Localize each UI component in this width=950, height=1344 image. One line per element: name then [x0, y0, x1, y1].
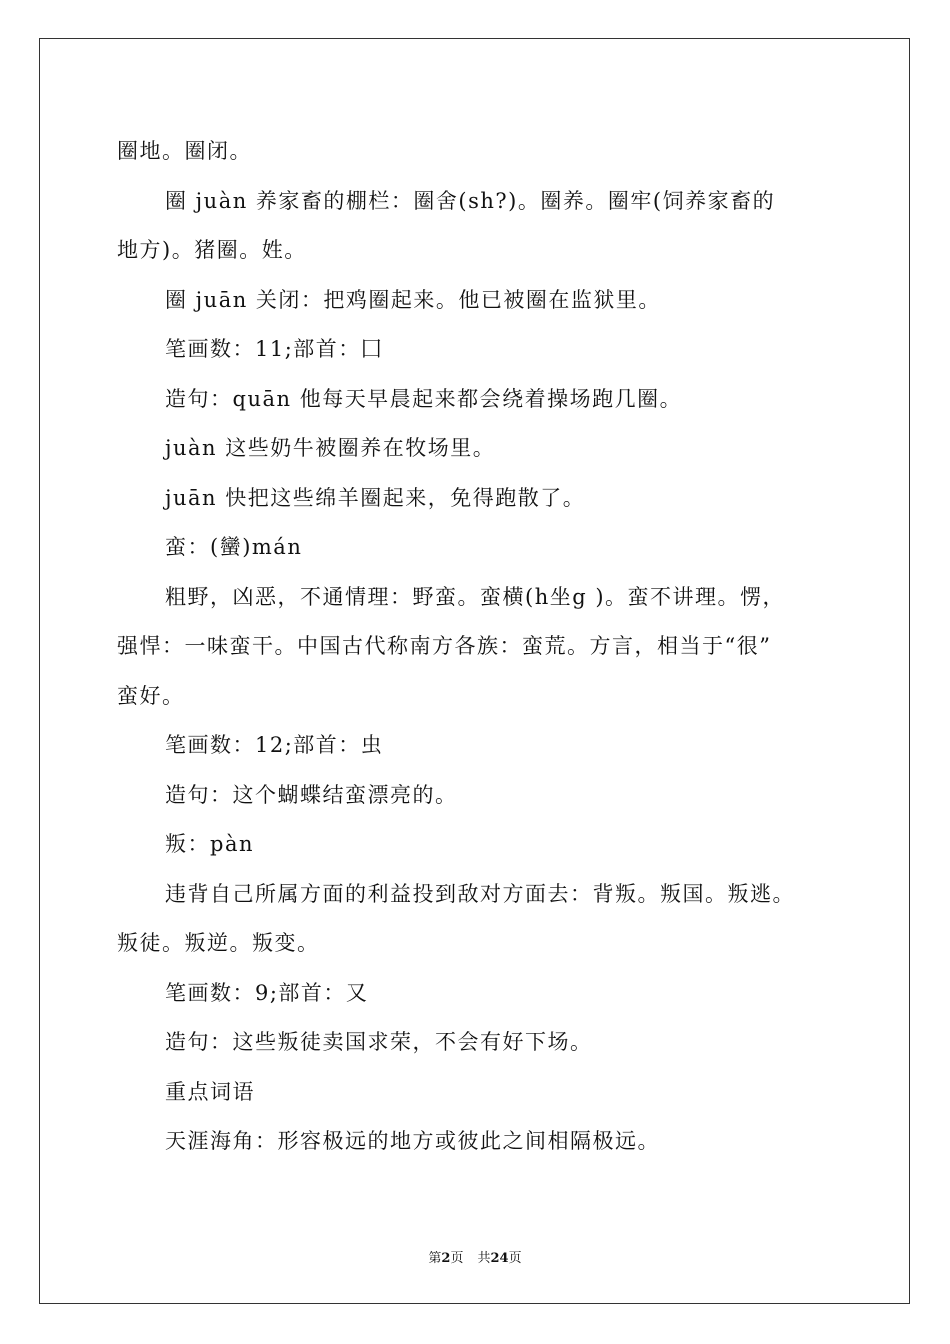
- text-line: juàn 这些奶牛被圈养在牧场里。: [165, 436, 496, 460]
- total-pages: 24: [490, 1251, 509, 1266]
- text-line: 圈 juān 关闭：把鸡圈起来。他已被圈在监狱里。: [165, 287, 661, 312]
- document-body: [117, 127, 837, 1167]
- text-line: 造句：这个蝴蝶结蛮漂亮的。: [165, 782, 458, 807]
- total-prefix: 共: [477, 1251, 491, 1266]
- text-line: 蛮好。: [117, 683, 185, 708]
- page-suffix: 页: [450, 1251, 464, 1266]
- text-line: 蛮：(蠻)mán: [165, 535, 303, 559]
- text-line: juān 快把这些绵羊圈起来，免得跑散了。: [165, 485, 586, 510]
- text-line: 造句：这些叛徒卖国求荣，不会有好下场。: [165, 1030, 593, 1054]
- text-line: 地方)。猪圈。姓。: [117, 238, 307, 262]
- text-line: 强悍：一味蛮干。中国古代称南方各族：蛮荒。方言，相当于“很”: [117, 634, 772, 658]
- total-suffix: 页: [508, 1251, 522, 1266]
- text-line: 违背自己所属方面的利益投到敌对方面去：背叛。叛国。叛逃。: [165, 881, 795, 906]
- text-line: 粗野，凶恶，不通情理：野蛮。蛮横(h坐g )。蛮不讲理。愣，: [165, 584, 786, 609]
- text-line: 笔画数：9;部首：又: [165, 980, 369, 1005]
- text-line: 圈 juàn 养家畜的棚栏：圈舍(sh?)。圈养。圈牢(饲养家畜的: [165, 188, 776, 213]
- text-line: 圈地。圈闭。: [117, 139, 252, 163]
- text-line: 重点词语: [165, 1079, 255, 1104]
- text-line: 叛徒。叛逆。叛变。: [117, 931, 320, 955]
- text-line: 造句：quān 他每天早晨起来都会绕着操场跑几圈。: [165, 386, 683, 411]
- text-line: 叛：pàn: [165, 832, 254, 856]
- text-line: 笔画数：12;部首：虫: [165, 733, 384, 757]
- page-footer: [0, 1247, 950, 1266]
- text-line: 笔画数：11;部首：囗: [165, 337, 384, 361]
- page-prefix: 第: [428, 1251, 442, 1266]
- page-number: 2: [441, 1251, 451, 1266]
- text-line: 天涯海角：形容极远的地方或彼此之间相隔极远。: [165, 1129, 660, 1153]
